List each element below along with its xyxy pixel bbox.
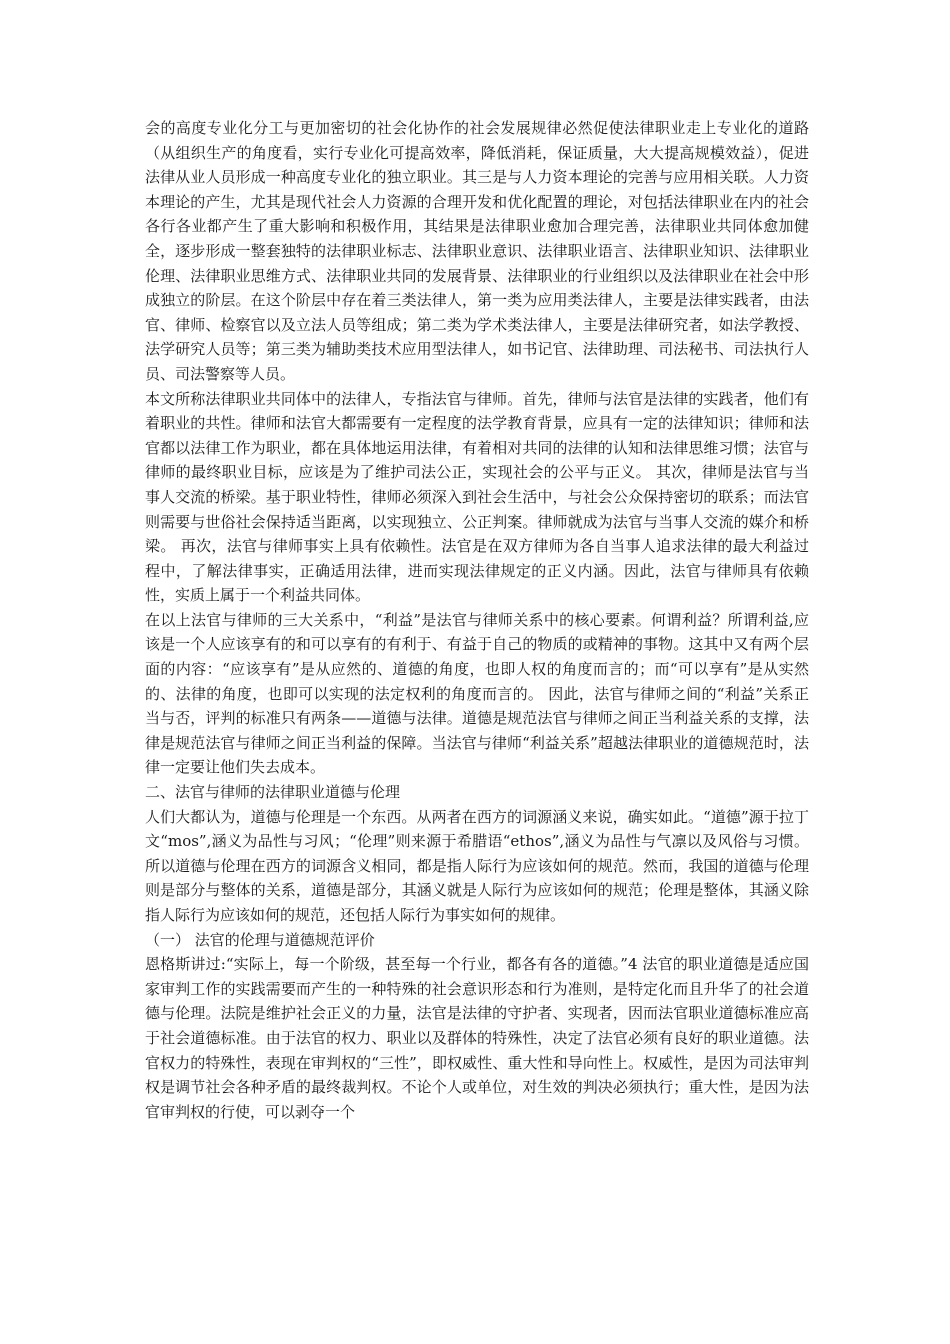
subsection-paragraph: 恩格斯讲过:“实际上，每一个阶级，甚至每一个行业，都各有各的道德。”4 法官的职业道德是适应国家审判工作的实践需要而产生的一种特殊的社会意识形态和行为准则，是特定化而且升华了的社会道德与伦理。法院是维护社会正义的力量，法官是法律的守护者、实现者，因而法官职业道德标准应高于社会道德标准。由于法官的权力、职业以及群体的特殊性，决定了法官必须有良好的职业道德。法官权力的特殊性，表现在审判权的“三性”，即权威性、重大性和导向性上。权威性，是因为司法审判权是调节社会各种矛盾的最终裁判权。不论个人或单位，对生效的判决必须执行；重大性，是因为法官审判权的行使，可以剥夺一个	[145, 955, 809, 1121]
section-paragraph: 人们大都认为，道德与伦理是一个东西。从两者在西方的词源涵义来说，确实如此。“道德”源于拉丁文“mos”,涵义为品性与习风；“伦理”则来源于希腊语“ethos”,涵义为品性与气凛以及风俗与习惯。所以道德与伦理在西方的词源含义相同，都是指人际行为应该如何的规范。然而，我国的道德与伦理则是部分与整体的关系，道德是部分，其涵义就是人际行为应该如何的规范；伦理是整体，其涵义除指人际行为应该如何的规范，还包括人际行为事实如何的规律。	[145, 807, 809, 924]
subsection-heading: （一） 法官的伦理与道德规范评价	[145, 930, 375, 949]
document-body	[145, 116, 809, 1124]
body-paragraph-3: 在以上法官与律师的三大关系中，“利益”是法官与律师关系中的核心要素。何谓利益？所谓利益,应该是一个人应该享有的和可以享有的有利于、有益于自己的物质的或精神的事物。这其中又有两个层面的内容：“应该享有”是从应然的、道德的角度，也即人权的角度而言的；而“可以享有”是从实然的、法律的角度，也即可以实现的法定权利的角度而言的。 因此，法官与律师之间的“利益”关系正当与否，评判的标准只有两条——道德与法律。道德是规范法官与律师之间正当利益关系的支撑，法律是规范法官与律师之间正当利益的保障。当法官与律师“利益关系”超越法律职业的道德规范时，法律一定要让他们失去成本。	[145, 610, 809, 777]
body-paragraph-1: 会的高度专业化分工与更加密切的社会化协作的社会发展规律必然促使法律职业走上专业化的道路（从组织生产的角度看，实行专业化可提高效率，降低消耗，保证质量，大大提高规模效益），促进法律从业人员形成一种高度专业化的独立职业。其三是与人力资本理论的完善与应用相关联。人力资本理论的产生，尤其是现代社会人力资源的合理开发和优化配置的理论，对包括法律职业在内的社会各行各业都产生了重大影响和积极作用，其结果是法律职业愈加合理完善，法律职业共同体愈加健全，逐步形成一整套独特的法律职业标志、法律职业意识、法律职业语言、法律职业知识、法律职业伦理、法律职业思维方式、法律职业共同的发展背景、法律职业的行业组织以及法律职业在社会中形成独立的阶层。在这个阶层中存在着三类法律人，第一类为应用类法律人，主要是法律实践者，由法官、律师、检察官以及立法人员等组成；第二类为学术类法律人，主要是法律研究者，如法学教授、法学研究人员等；第三类为辅助类技术应用型法律人，如书记官、法律助理、司法秘书、司法执行人员、司法警察等人员。	[145, 119, 809, 383]
body-paragraph-2: 本文所称法律职业共同体中的法律人，专指法官与律师。首先，律师与法官是法律的实践者，他们有着职业的共性。律师和法官大都需要有一定程度的法学教育背景，应具有一定的法律知识；律师和法官都以法律工作为职业，都在具体地运用法律，有着相对共同的法律的认知和法律思维习惯；法官与律师的最终职业目标，应该是为了维护司法公正，实现社会的公平与正义。 其次，律师是法官与当事人交流的桥梁。基于职业特性，律师必须深入到社会生活中，与社会公众保持密切的联系；而法官则需要与世俗社会保持适当距离，以实现独立、公正判案。律师就成为法官与当事人交流的媒介和桥梁。 再次，法官与律师事实上具有依赖性。法官是在双方律师为各自当事人追求法律的最大利益过程中，了解法律事实，正确适用法律，进而实现法律规定的正义内涵。因此，法官与律师具有依赖性，实质上属于一个利益共同体。	[145, 389, 809, 605]
section-heading: 二、法官与律师的法律职业道德与伦理	[145, 783, 401, 802]
